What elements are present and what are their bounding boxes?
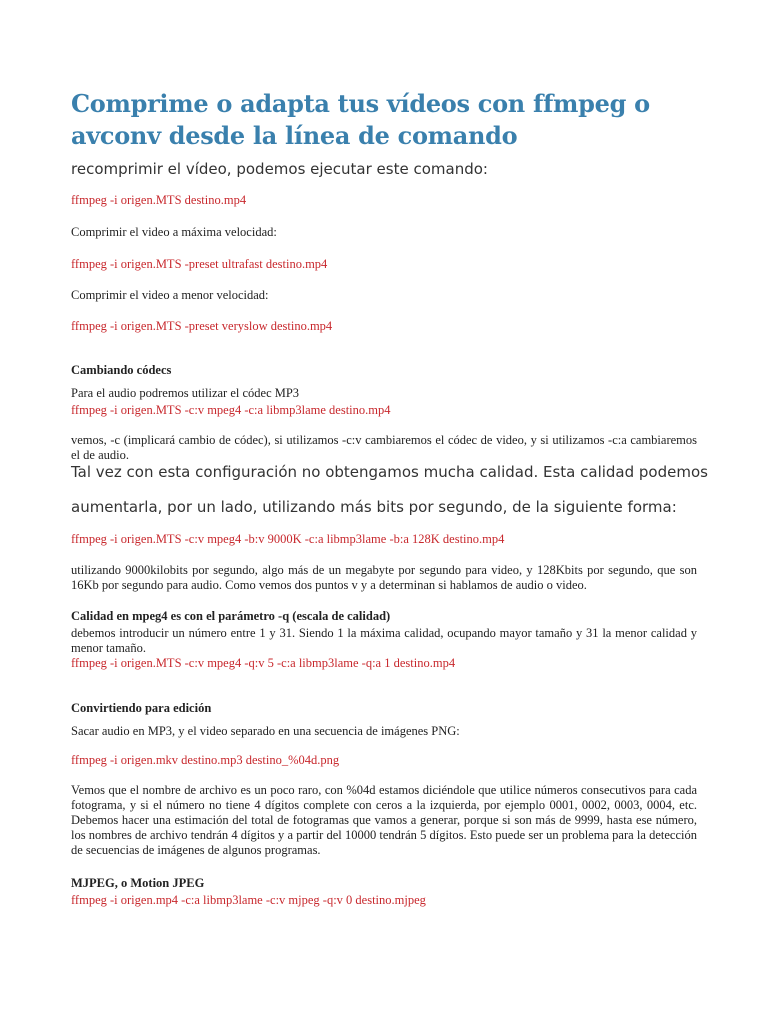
quality-text-line1: Tal vez con esta configuración no obtengamos mucha calidad. Esta calidad podemos <box>71 463 708 481</box>
codec-explanation: vemos, -c (implicará cambio de códec), si utilizamos -c:v cambiaremos el códec de video, y si utilizamos -c:a cambiaremos el de audio. <box>71 433 697 462</box>
command-edit: ffmpeg -i origen.mkv destino.mp3 destino_%04d.png <box>71 753 340 767</box>
intro-text: recomprimir el vídeo, podemos ejecutar este comando: <box>71 160 488 178</box>
command-fast: ffmpeg -i origen.MTS -preset ultrafast destino.mp4 <box>71 257 328 271</box>
command-bitrate: ffmpeg -i origen.MTS -c:v mpeg4 -b:v 9000K -c:a libmp3lame -b:a 128K destino.mp4 <box>71 532 505 546</box>
quality-text-line2: aumentarla, por un lado, utilizando más bits por segundo, de la siguiente forma: <box>71 498 677 516</box>
label-fast: Comprimir el video a máxima velocidad: <box>71 225 277 239</box>
command-mjpeg: ffmpeg -i origen.mp4 -c:a libmp3lame -c:v mjpeg -q:v 0 destino.mjpeg <box>71 893 426 907</box>
bitrate-explanation: utilizando 9000kilobits por segundo, algo más de un megabyte por segundo para video, y 128Kbits por segundo, que son 16Kb por segundo para audio. Como vemos dos puntos v y a determinan si hablamos de audio o video. <box>71 563 697 592</box>
frames-explanation: Vemos que el nombre de archivo es un poco raro, con %04d estamos diciéndole que utilice números consecutivos para cada fotograma, y si el número no tiene 4 dígitos complete con ceros a la izquierda, por ejemplo 0001, 0002, 0003, 0004, etc. Debemos hacer una estimación del total de fotogramas que vamos a generar, porque si son más de 9999, hasta ese número, los nombres de archivo tendrán 4 dígitos y a partir del 10000 tendrán 5 dígitos. Esto puede ser un problema para la detección de secuencias de imágenes de algunos programas. <box>71 783 697 857</box>
edit-text: Sacar audio en MP3, y el video separado en una secuencia de imágenes PNG: <box>71 724 460 738</box>
command-quality: ffmpeg -i origen.MTS -c:v mpeg4 -q:v 5 -c:a libmp3lame -q:a 1 destino.mp4 <box>71 656 456 670</box>
command-slow: ffmpeg -i origen.MTS -preset veryslow destino.mp4 <box>71 319 333 333</box>
command-codec: ffmpeg -i origen.MTS -c:v mpeg4 -c:a libmp3lame destino.mp4 <box>71 403 391 417</box>
heading-edit: Convirtiendo para edición <box>71 701 212 715</box>
label-slow: Comprimir el video a menor velocidad: <box>71 288 269 302</box>
page-title: Comprime o adapta tus vídeos con ffmpeg o avconv desde la línea de comando <box>71 89 650 150</box>
heading-mjpeg: MJPEG, o Motion JPEG <box>71 876 205 890</box>
quality-explanation: debemos introducir un número entre 1 y 31. Siendo 1 la máxima calidad, ocupando mayor tamaño y 31 la menor calidad y menor tamaño. <box>71 626 697 655</box>
heading-quality: Calidad en mpeg4 es con el parámetro -q (escala de calidad) <box>71 609 391 623</box>
heading-codecs: Cambiando códecs <box>71 363 172 377</box>
audio-codec-text: Para el audio podremos utilizar el códec MP3 <box>71 386 300 400</box>
command-basic: ffmpeg -i origen.MTS destino.mp4 <box>71 193 247 207</box>
